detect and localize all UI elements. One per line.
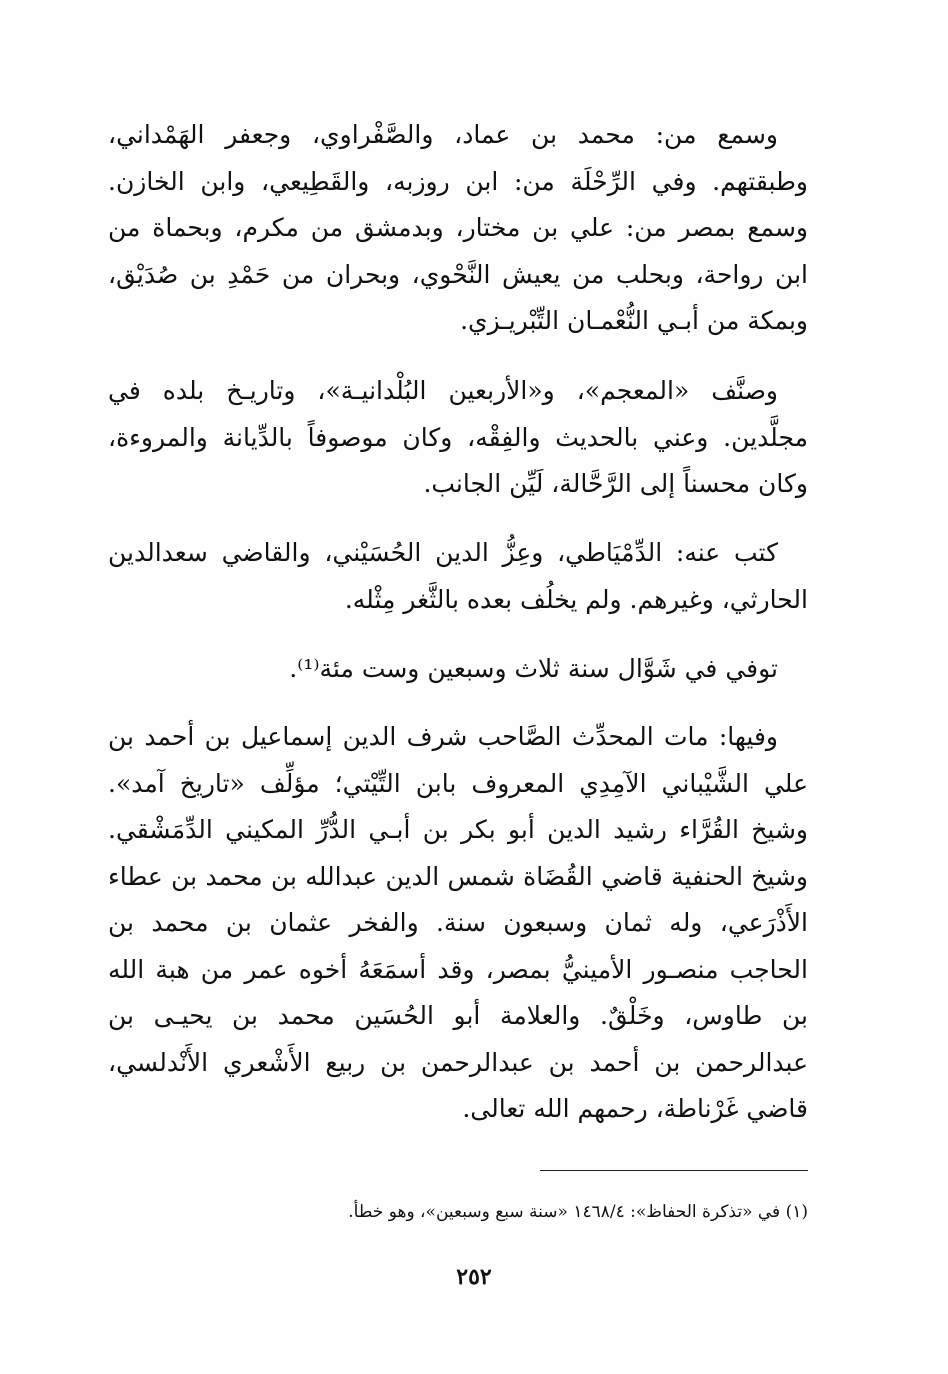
- footnote-divider: [540, 1170, 808, 1171]
- paragraph-3: كتب عنه: الدِّمْيَاطي، وعِزُّ الدين الحُسَيْني، والقاضي سعدالدين الحارثي، وغيرهم. ولم يخلُف بعده بالثَّغر مِثْله.: [108, 538, 808, 614]
- page-number: ٢٥٢: [456, 1264, 492, 1290]
- paragraph-2: وصنَّف «المعجم»، و«الأربعين البُلْدانيـة»، وتاريـخ بلده في مجلَّدين. وعني بالحديث والفِقْه، وكان موصوفاً بالدِّيانة والمروءة، وكان محسناً إلى الرَّحَّالة، لَيِّن الجانب.: [108, 376, 808, 498]
- paragraph-4: توفي في شَوَّال سنة ثلاث وسبعين وست مئة⁽¹⁾.: [289, 654, 778, 683]
- footnote: (١) في «تذكرة الحفاظ»: ١٤٦٨/٤ «سنة سبع وسبعين»، وهو خطأ.: [348, 1202, 808, 1222]
- paragraph-5: وفيها: مات المحدِّث الصَّاحب شرف الدين إسماعيل بن أحمد بن علي الشَّيْباني الآمِدِي المعروف بابن التِّيْتي؛ مؤلِّف «تاريخ آمد». وشيخ القُرَّاء رشيد الدين أبو بكر بن أبـي الدُّرِّ المكيني الدِّمَشْقي. وشيخ الحنفية قاضي القُضَاة شمس الدين عبدالله بن محمد بن عطاء الأَذْرَعي، وله ثمان وسبعون سنة. والفخر عثمان بن محمد بن الحاجب منصـور الأمينيُّ بمصر، وقد أسمَعَهُ أخوه عمر من هبة الله بن طاوس، وخَلْقٌ. والعلامة أبو الحُسَين محمد بن يحيـى بن عبدالرحمن بن أحمد بن عبدالرحمن بن ربيع الأَشْعري الأَنْدلسي، قاضي غَرْناطة، رحمهم الله تعالى.: [108, 722, 808, 1123]
- paragraph-1: وسمع من: محمد بن عماد، والصَّفْراوي، وجعفر الهَمْداني، وطبقتهم. وفي الرِّحْلَة من: ابن روزبه، والقَطِيعي، وابن الخازن. وسمع بمصر من: علي بن مختار، وبدمشق من مكرم، وبحماة من ابن رواحة، وبحلب من يعيش النَّحْوي، وبحران من حَمْدِ بن صُدَيْق، وبمكة من أبـي النُّعْمـان التِّبْريـزي.: [108, 120, 808, 335]
